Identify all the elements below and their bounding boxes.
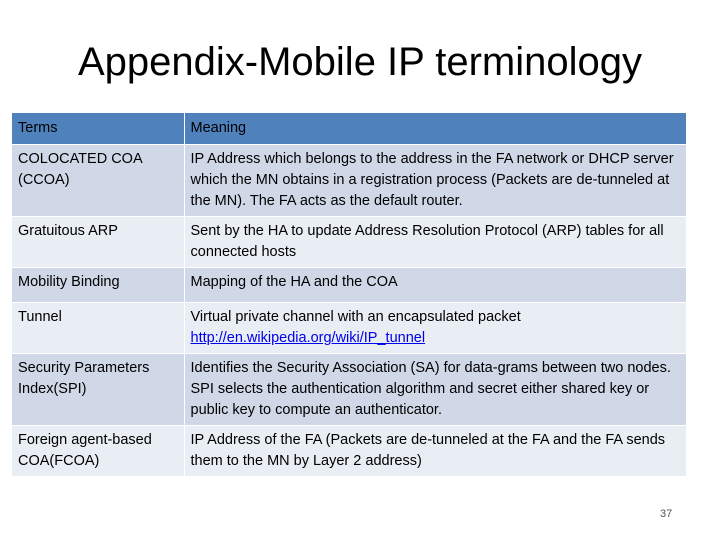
page-number: 37	[660, 508, 673, 520]
table-row	[12, 145, 686, 217]
table-header-row	[12, 113, 686, 145]
wikipedia-link[interactable]: http://en.wikipedia.org/wiki/IP_tunnel	[190, 330, 426, 346]
meaning-text: Virtual private channel with an encapsulated packet	[190, 309, 521, 325]
table-row	[12, 426, 686, 477]
table-row	[12, 217, 686, 268]
header-terms: Terms	[12, 113, 184, 145]
meaning-cell: IP Address of the FA (Packets are de-tunneled at the FA and the FA sends them to the MN by Layer 2 address)	[184, 426, 686, 477]
term-cell: Security Parameters Index(SPI)	[12, 354, 184, 426]
slide-title: Appendix-Mobile IP terminology	[77, 40, 642, 84]
table-row	[12, 303, 686, 354]
meaning-cell	[184, 303, 686, 354]
table-row	[12, 354, 686, 426]
header-meaning: Meaning	[184, 113, 686, 145]
table-row	[12, 268, 686, 303]
meaning-cell: Identifies the Security Association (SA) for data-grams between two nodes. SPI selects the authentication algorithm and secret either shared key or public key to compute an authenticator.	[184, 354, 686, 426]
term-cell: Tunnel	[12, 303, 184, 354]
term-cell: Foreign agent-based COA(FCOA)	[12, 426, 184, 477]
term-cell: Mobility Binding	[12, 268, 184, 303]
term-cell: COLOCATED COA (CCOA)	[12, 145, 184, 217]
term-cell: Gratuitous ARP	[12, 217, 184, 268]
terminology-table	[12, 113, 686, 477]
meaning-cell: IP Address which belongs to the address in the FA network or DHCP server which the MN obtains in a registration process (Packets are de-tunneled at the MN). The FA acts as the default router.	[184, 145, 686, 217]
meaning-cell: Sent by the HA to update Address Resolution Protocol (ARP) tables for all connected hosts	[184, 217, 686, 268]
meaning-cell: Mapping of the HA and the COA	[184, 268, 686, 303]
